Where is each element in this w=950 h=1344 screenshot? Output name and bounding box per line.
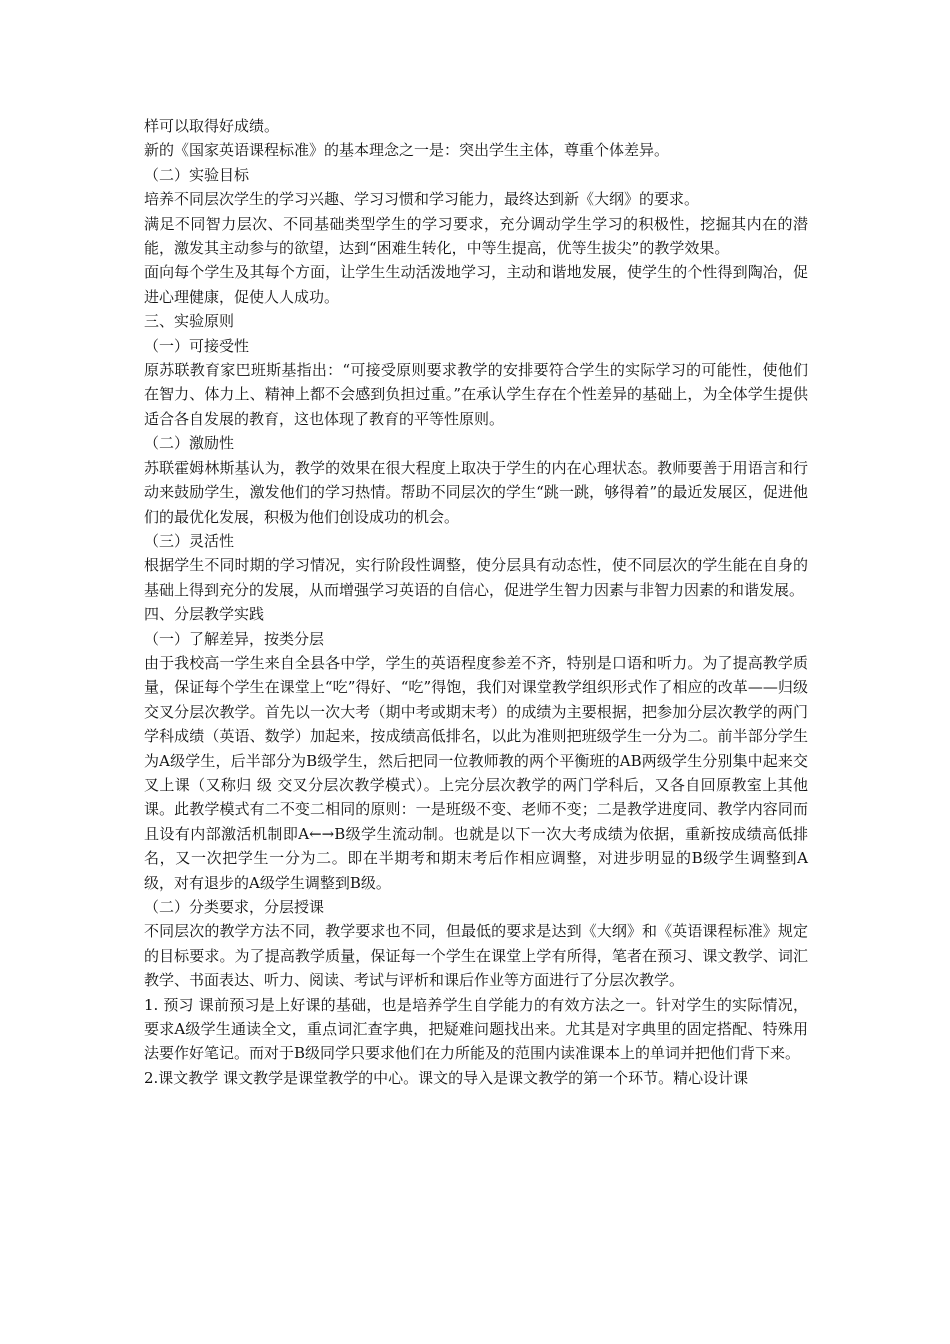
- document-body: [144, 114, 808, 1090]
- heading-acceptability: （一）可接受性: [144, 336, 250, 355]
- paragraph-motivation: 苏联霍姆林斯基认为，教学的效果在很大程度上取决于学生的内在心理状态。教师要善于用语言和行动来鼓励学生，激发他们的学习热情。帮助不同层次的学生“跳一跳，够得着”的最近发展区，促进他们的最优化发展，积极为他们创设成功的机会。: [144, 458, 808, 526]
- paragraph-goal-2: 满足不同智力层次、不同基础类型学生的学习要求，充分调动学生学习的积极性，挖掘其内在的潜能，激发其主动参与的欲望，达到“困难生转化，中等生提高，优等生拔尖”的教学效果。: [144, 214, 808, 258]
- paragraph-layered-teaching: 不同层次的教学方法不同，教学要求也不同，但最低的要求是达到《大纲》和《英语课程标准》规定的目标要求。为了提高教学质量，保证每一个学生在课堂上学有所得，笔者在预习、课文教学、词汇教学、书面表达、听力、阅读、考试与评析和课后作业等方面进行了分层次教学。: [144, 922, 808, 990]
- paragraph-continuation: 样可以取得好成绩。: [144, 117, 280, 135]
- heading-experiment-goals: （二）实验目标: [144, 165, 250, 184]
- heading-layered-practice: 四、分层教学实践: [144, 605, 265, 624]
- heading-experiment-principles: 三、实验原则: [144, 312, 235, 331]
- paragraph-flexibility: 根据学生不同时期的学习情况，实行阶段性调整，使分层具有动态性，使不同层次的学生能在自身的基础上得到充分的发展，从而增强学习英语的自信心，促进学生智力因素与非智力因素的和谐发展。: [144, 556, 808, 599]
- paragraph-curriculum-standard: 新的《国家英语课程标准》的基本理念之一是：突出学生主体，尊重个体差异。: [144, 141, 670, 160]
- paragraph-understand-differences: 由于我校高一学生来自全县各中学，学生的英语程度参差不齐，特别是口语和听力。为了提高教学质量，保证每个学生在课堂上“吃”得好、“吃”得饱，我们对课堂教学组织形式作了相应的改革——归级交叉分层次教学。首先以一次大考（期中考或期末考）的成绩为主要根据，把参加分层次教学的两门学科成绩（英语、数学）加起来，按成绩高低排名，以此为准则把班级学生一分为二。前半部分学生为A级学生，后半部分为B级学生，然后把同一位教师教的两个平衡班的AB两级学生分别集中起来交叉上课（又称归 级 交叉分层次教学模式）。上完分层次教学的两门学科后，又各自回原教室上其他课。此教学模式有二不变二相同的原则：一是班级不变、老师不变；二是教学进度同、教学内容同而且设有内部激活机制即A←→B级学生流动制。也就是以下一次大考成绩为依据，重新按成绩高低排名，又一次把学生一分为二。即在半期考和期末考后作相应调整，对进步明显的B级学生调整到A级，对有退步的A级学生调整到B级。: [144, 653, 808, 892]
- heading-flexibility: （三）灵活性: [144, 531, 235, 550]
- paragraph-goal-3: 面向每个学生及其每个方面，让学生生动活泼地学习，主动和谐地发展，使学生的个性得到陶冶，促进心理健康，促使人人成功。: [144, 263, 808, 306]
- heading-layered-teaching: （二）分类要求，分层授课: [144, 898, 325, 916]
- paragraph-preview: 1. 预习 课前预习是上好课的基础，也是培养学生自学能力的有效方法之一。针对学生的实际情况，要求A级学生通读全文，重点词汇查字典，把疑难问题找出来。尤其是对字典里的固定搭配、特殊用法要作好笔记。而对于B级同学只要求他们在力所能及的范围内读准课本上的单词并把他们背下来。: [144, 995, 808, 1063]
- heading-understand-differences: （一）了解差异，按类分层: [144, 629, 325, 648]
- paragraph-text-teaching: 2.课文教学 课文教学是课堂教学的中心。课文的导入是课文教学的第一个环节。精心设计课: [144, 1068, 749, 1087]
- heading-motivation: （二）激励性: [144, 434, 235, 453]
- paragraph-acceptability: 原苏联教育家巴班斯基指出：“可接受原则要求教学的安排要符合学生的实际学习的可能性，使他们在智力、体力上、精神上都不会感到负担过重。”在承认学生存在个性差异的基础上，为全体学生提供适合各自发展的教育，这也体现了教育的平等性原则。: [144, 361, 808, 428]
- paragraph-goal-1: 培养不同层次学生的学习兴趣、学习习惯和学习能力，最终达到新《大纲》的要求。: [144, 190, 700, 209]
